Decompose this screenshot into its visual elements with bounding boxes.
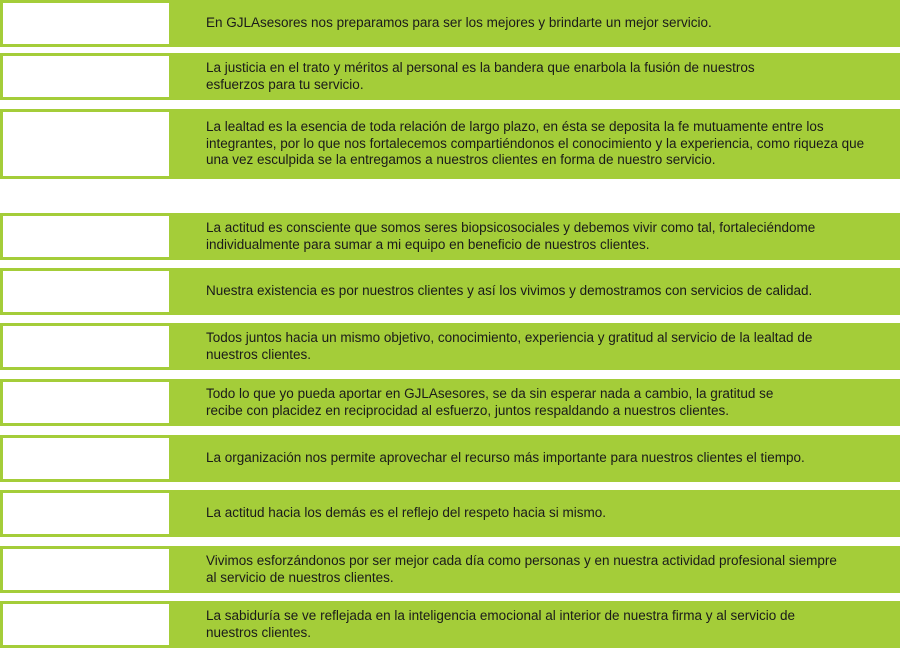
- value-text: Vivimos esforzándonos por ser mejor cada día como personas y en nuestra actividad profesional siempre al servicio de nuestros clientes.: [206, 553, 837, 585]
- value-label-box: [0, 601, 172, 648]
- value-label-box: [0, 379, 172, 426]
- value-text-cell: [172, 379, 900, 426]
- value-label-box: [0, 109, 172, 179]
- value-row: [0, 546, 900, 593]
- value-text: Todo lo que yo pueda aportar en GJLAsesores, se da sin esperar nada a cambio, la gratitud se recibe con placidez en reciprocidad al esfuerzo, juntos respaldando a nuestros clientes.: [206, 386, 774, 418]
- value-label-box: [0, 213, 172, 260]
- value-row: [0, 323, 900, 370]
- value-label-box: [0, 53, 172, 100]
- value-text-cell: [172, 109, 900, 179]
- value-label-box: [0, 490, 172, 537]
- value-text: La actitud es consciente que somos seres biopsicosociales y debemos vivir como tal, fortaleciéndome individualmente para sumar a mi equipo en beneficio de nuestros clientes.: [206, 220, 816, 252]
- value-label-box: [0, 546, 172, 593]
- value-text-cell: [172, 546, 900, 593]
- value-text: La lealtad es la esencia de toda relación de largo plazo, en ésta se deposita la fe mutuamente entre los integrantes, por lo que nos fortalecemos compartiéndonos el conocimiento y la experiencia, como riqueza que una vez esculpida se la entregamos a nuestros clientes en forma de nuestro servicio.: [206, 119, 865, 168]
- value-label-box: [0, 323, 172, 370]
- value-text-cell: [172, 323, 900, 370]
- value-text-cell: [172, 435, 900, 482]
- value-text-cell: [172, 601, 900, 648]
- value-text-cell: [172, 53, 900, 100]
- value-text-cell: [172, 213, 900, 260]
- value-text: Todos juntos hacia un mismo objetivo, conocimiento, experiencia y gratitud al servicio de la lealtad de nuestros clientes.: [206, 330, 813, 362]
- value-text-cell: [172, 0, 900, 47]
- value-row: [0, 490, 900, 537]
- value-row: [0, 435, 900, 482]
- value-row: [0, 213, 900, 260]
- value-row: [0, 379, 900, 426]
- value-text-cell: [172, 268, 900, 315]
- value-text: La organización nos permite aprovechar el recurso más importante para nuestros clientes el tiempo.: [206, 450, 805, 466]
- value-label-box: [0, 268, 172, 315]
- value-row: [0, 601, 900, 648]
- value-row: [0, 53, 900, 100]
- value-text-cell: [172, 490, 900, 537]
- value-row: [0, 0, 900, 47]
- value-text: En GJLAsesores nos preparamos para ser los mejores y brindarte un mejor servicio.: [206, 15, 712, 31]
- value-text: La justicia en el trato y méritos al personal es la bandera que enarbola la fusión de nuestros esfuerzos para tu servicio.: [206, 60, 755, 92]
- value-text: La actitud hacia los demás es el reflejo del respeto hacia si mismo.: [206, 505, 606, 521]
- value-row: [0, 268, 900, 315]
- value-label-box: [0, 0, 172, 47]
- value-label-box: [0, 435, 172, 482]
- value-text: Nuestra existencia es por nuestros clientes y así los vivimos y demostramos con servicios de calidad.: [206, 283, 813, 299]
- value-row: [0, 109, 900, 179]
- value-text: La sabiduría se ve reflejada en la inteligencia emocional al interior de nuestra firma y al servicio de nuestros clientes.: [206, 608, 796, 640]
